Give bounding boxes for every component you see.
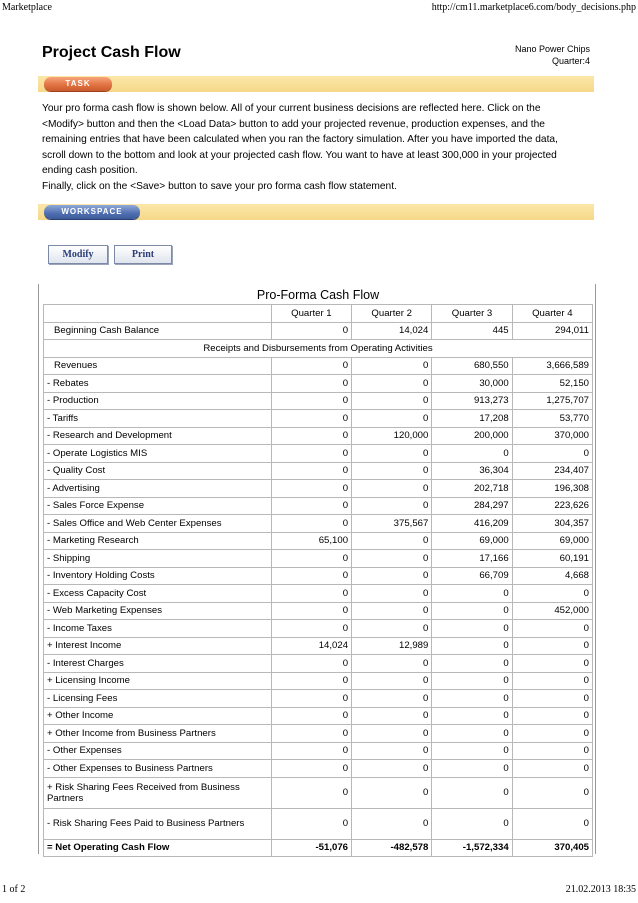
- row-label: Beginning Cash Balance: [44, 322, 272, 340]
- cell-value: 36,304: [432, 462, 512, 480]
- print-header-site: Marketplace: [2, 2, 52, 13]
- cell-value: 52,150: [512, 375, 592, 393]
- page-title: Project Cash Flow: [42, 44, 181, 61]
- cell-value: 0: [352, 410, 432, 428]
- cell-value: 14,024: [352, 322, 432, 340]
- row-label: - Sales Office and Web Center Expenses: [44, 515, 272, 533]
- cell-value: 0: [352, 445, 432, 463]
- net-cash-flow-row: [44, 839, 593, 857]
- cell-value: 69,000: [512, 532, 592, 550]
- row-label: - Web Marketing Expenses: [44, 602, 272, 620]
- row-label: - Excess Capacity Cost: [44, 585, 272, 603]
- cell-value: 0: [512, 655, 592, 673]
- cell-value: 3,666,589: [512, 357, 592, 375]
- cell-value: 0: [271, 480, 351, 498]
- cell-value: 0: [271, 707, 351, 725]
- cell-value: 680,550: [432, 357, 512, 375]
- table-row: [44, 392, 593, 410]
- task-section-bar: [38, 76, 594, 92]
- cell-value: 65,100: [271, 532, 351, 550]
- cell-value: 0: [271, 462, 351, 480]
- cell-value: 30,000: [432, 375, 512, 393]
- col-header-q2: Quarter 2: [352, 305, 432, 323]
- table-row: [44, 637, 593, 655]
- cell-value: 913,273: [432, 392, 512, 410]
- row-label: - Research and Development: [44, 427, 272, 445]
- cell-value: 0: [352, 742, 432, 760]
- cell-value: 0: [512, 742, 592, 760]
- cell-value: 0: [271, 392, 351, 410]
- table-row: [44, 497, 593, 515]
- cell-value: 0: [271, 357, 351, 375]
- quarter-label: Quarter:4: [551, 56, 590, 66]
- table-title-row: [44, 286, 593, 305]
- task-tab: TASK: [44, 77, 112, 91]
- cell-value: 0: [271, 655, 351, 673]
- print-header-url: http://cm11.marketplace6.com/body_decisions.php: [431, 2, 636, 13]
- cell-value: 0: [432, 637, 512, 655]
- cell-value: 0: [352, 690, 432, 708]
- row-label: - Risk Sharing Fees Paid to Business Partners: [44, 808, 272, 839]
- cell-value: 0: [432, 777, 512, 808]
- cell-value: 0: [271, 760, 351, 778]
- table-row: [44, 808, 593, 839]
- cell-value: 0: [432, 602, 512, 620]
- cell-value: 0: [352, 462, 432, 480]
- table-row: [44, 725, 593, 743]
- header-blank: [44, 305, 272, 323]
- row-label: Revenues: [44, 357, 272, 375]
- table-row: [44, 410, 593, 428]
- table-title: Pro-Forma Cash Flow: [256, 288, 380, 302]
- cash-flow-table: [43, 286, 593, 857]
- table-row: [44, 620, 593, 638]
- table-row: [44, 567, 593, 585]
- table-row: [44, 672, 593, 690]
- cell-value: 0: [271, 690, 351, 708]
- beginning-balance-row: [44, 322, 593, 340]
- cell-value: 0: [512, 690, 592, 708]
- col-header-q4: Quarter 4: [512, 305, 592, 323]
- table-row: [44, 375, 593, 393]
- row-label: - Marketing Research: [44, 532, 272, 550]
- cell-value: 0: [512, 620, 592, 638]
- cell-value: 0: [271, 445, 351, 463]
- cell-value: 0: [271, 808, 351, 839]
- cell-value: 0: [271, 567, 351, 585]
- task-paragraph-main: Your pro forma cash flow is shown below. All of your current business decisions are reflected here. Click on the <Modify> button and then the <Load Data> button to add your projected revenue, production expenses, and the remaining entries that have been calculated when you ran the factory simulation. After you have imported the data, scroll down to the bottom and look at your projected cash flow. You want to have at least 300,000 in your projected ending cash position.: [42, 103, 558, 176]
- cell-value: 452,000: [512, 602, 592, 620]
- cell-value: 17,208: [432, 410, 512, 428]
- cell-value: 304,357: [512, 515, 592, 533]
- row-label: - Advertising: [44, 480, 272, 498]
- company-info: [515, 43, 590, 67]
- cell-value: 0: [512, 760, 592, 778]
- cell-value: 0: [271, 672, 351, 690]
- cell-value: 0: [352, 620, 432, 638]
- cell-value: 0: [512, 672, 592, 690]
- cell-value: 0: [352, 392, 432, 410]
- cell-value: 0: [432, 620, 512, 638]
- row-label: - Inventory Holding Costs: [44, 567, 272, 585]
- print-footer-date: 21.02.2013 18:35: [565, 884, 636, 895]
- workspace-section-bar: [38, 204, 594, 220]
- cell-value: 0: [512, 808, 592, 839]
- table-row: [44, 760, 593, 778]
- cell-value: 53,770: [512, 410, 592, 428]
- table-row: [44, 427, 593, 445]
- cell-value: 0: [271, 602, 351, 620]
- row-label: - Income Taxes: [44, 620, 272, 638]
- cell-value: 0: [352, 480, 432, 498]
- cell-value: 202,718: [432, 480, 512, 498]
- cell-value: 0: [352, 550, 432, 568]
- section-header-row: [44, 340, 593, 358]
- cell-value: 0: [271, 742, 351, 760]
- cell-value: 0: [432, 445, 512, 463]
- cell-value: 0: [271, 515, 351, 533]
- cell-value: 0: [352, 602, 432, 620]
- row-label: - Sales Force Expense: [44, 497, 272, 515]
- cell-value: 196,308: [512, 480, 592, 498]
- cell-value: 0: [432, 808, 512, 839]
- cell-value: 0: [352, 760, 432, 778]
- cell-value: 0: [271, 322, 351, 340]
- cell-value: 284,297: [432, 497, 512, 515]
- cell-value: 0: [352, 777, 432, 808]
- cell-value: 0: [512, 707, 592, 725]
- cell-value: -51,076: [271, 839, 351, 857]
- table-row: [44, 777, 593, 808]
- cell-value: 0: [352, 725, 432, 743]
- row-label: - Interest Charges: [44, 655, 272, 673]
- cell-value: 14,024: [271, 637, 351, 655]
- table-row: [44, 602, 593, 620]
- company-name: Nano Power Chips: [514, 44, 590, 54]
- cell-value: 0: [432, 725, 512, 743]
- cell-value: 0: [352, 655, 432, 673]
- cell-value: 0: [271, 725, 351, 743]
- task-paragraph-save: Finally, click on the <Save> button to save your pro forma cash flow statement.: [42, 181, 397, 192]
- row-label: - Tariffs: [44, 410, 272, 428]
- row-label: - Rebates: [44, 375, 272, 393]
- modify-button[interactable]: Modify: [48, 245, 108, 264]
- column-header-row: [44, 305, 593, 323]
- row-label: + Licensing Income: [44, 672, 272, 690]
- cell-value: 0: [512, 637, 592, 655]
- cell-value: 0: [271, 585, 351, 603]
- cash-flow-panel: [38, 284, 596, 854]
- row-label: - Operate Logistics MIS: [44, 445, 272, 463]
- table-row: [44, 707, 593, 725]
- table-row: [44, 445, 593, 463]
- cell-value: 60,191: [512, 550, 592, 568]
- print-button[interactable]: Print: [114, 245, 172, 264]
- section-label: Receipts and Disbursements from Operating Activities: [44, 340, 593, 358]
- table-row: [44, 532, 593, 550]
- cell-value: 0: [432, 690, 512, 708]
- cell-value: 0: [352, 808, 432, 839]
- print-footer-page: 1 of 2: [2, 884, 26, 895]
- cell-value: 0: [352, 532, 432, 550]
- cell-value: 1,275,707: [512, 392, 592, 410]
- row-label: + Interest Income: [44, 637, 272, 655]
- cell-value: 0: [512, 445, 592, 463]
- cell-value: 0: [512, 725, 592, 743]
- row-label: + Risk Sharing Fees Received from Business Partners: [44, 777, 272, 808]
- row-label: - Production: [44, 392, 272, 410]
- cell-value: 0: [432, 585, 512, 603]
- cell-value: -1,572,334: [432, 839, 512, 857]
- cell-value: 445: [432, 322, 512, 340]
- cell-value: 200,000: [432, 427, 512, 445]
- table-row: [44, 515, 593, 533]
- col-header-q3: Quarter 3: [432, 305, 512, 323]
- table-row: [44, 550, 593, 568]
- table-row: [44, 480, 593, 498]
- cell-value: 12,989: [352, 637, 432, 655]
- cell-value: 0: [352, 375, 432, 393]
- cell-value: 223,626: [512, 497, 592, 515]
- cell-value: 0: [432, 672, 512, 690]
- cell-value: 0: [271, 410, 351, 428]
- cell-value: 0: [432, 707, 512, 725]
- cell-value: 0: [512, 777, 592, 808]
- row-label: - Shipping: [44, 550, 272, 568]
- cell-value: 0: [352, 707, 432, 725]
- row-label: - Other Expenses to Business Partners: [44, 760, 272, 778]
- cell-value: 370,000: [512, 427, 592, 445]
- cell-value: -482,578: [352, 839, 432, 857]
- row-label: + Other Income: [44, 707, 272, 725]
- cell-value: 66,709: [432, 567, 512, 585]
- table-row: [44, 690, 593, 708]
- row-label: - Other Expenses: [44, 742, 272, 760]
- cell-value: 0: [352, 497, 432, 515]
- cell-value: 0: [512, 585, 592, 603]
- cell-value: 416,209: [432, 515, 512, 533]
- cell-value: 120,000: [352, 427, 432, 445]
- table-row: [44, 585, 593, 603]
- cell-value: 0: [271, 375, 351, 393]
- cell-value: 69,000: [432, 532, 512, 550]
- cell-value: 0: [271, 427, 351, 445]
- row-label: = Net Operating Cash Flow: [44, 839, 272, 857]
- cell-value: 0: [271, 620, 351, 638]
- row-label: + Other Income from Business Partners: [44, 725, 272, 743]
- cell-value: 0: [352, 567, 432, 585]
- cell-value: 0: [432, 655, 512, 673]
- cell-value: 0: [352, 672, 432, 690]
- row-label: - Licensing Fees: [44, 690, 272, 708]
- table-row: [44, 357, 593, 375]
- cell-value: 0: [271, 497, 351, 515]
- cell-value: 0: [432, 760, 512, 778]
- cell-value: 0: [271, 777, 351, 808]
- cell-value: 370,405: [512, 839, 592, 857]
- cell-value: 0: [432, 742, 512, 760]
- cell-value: 17,166: [432, 550, 512, 568]
- cell-value: 0: [352, 585, 432, 603]
- cell-value: 294,011: [512, 322, 592, 340]
- row-label: - Quality Cost: [44, 462, 272, 480]
- cell-value: 234,407: [512, 462, 592, 480]
- table-row: [44, 742, 593, 760]
- col-header-q1: Quarter 1: [271, 305, 351, 323]
- cell-value: 0: [271, 550, 351, 568]
- workspace-tab: WORKSPACE: [44, 205, 140, 219]
- cell-value: 375,567: [352, 515, 432, 533]
- cell-value: 0: [352, 357, 432, 375]
- table-row: [44, 462, 593, 480]
- table-row: [44, 655, 593, 673]
- cell-value: 4,668: [512, 567, 592, 585]
